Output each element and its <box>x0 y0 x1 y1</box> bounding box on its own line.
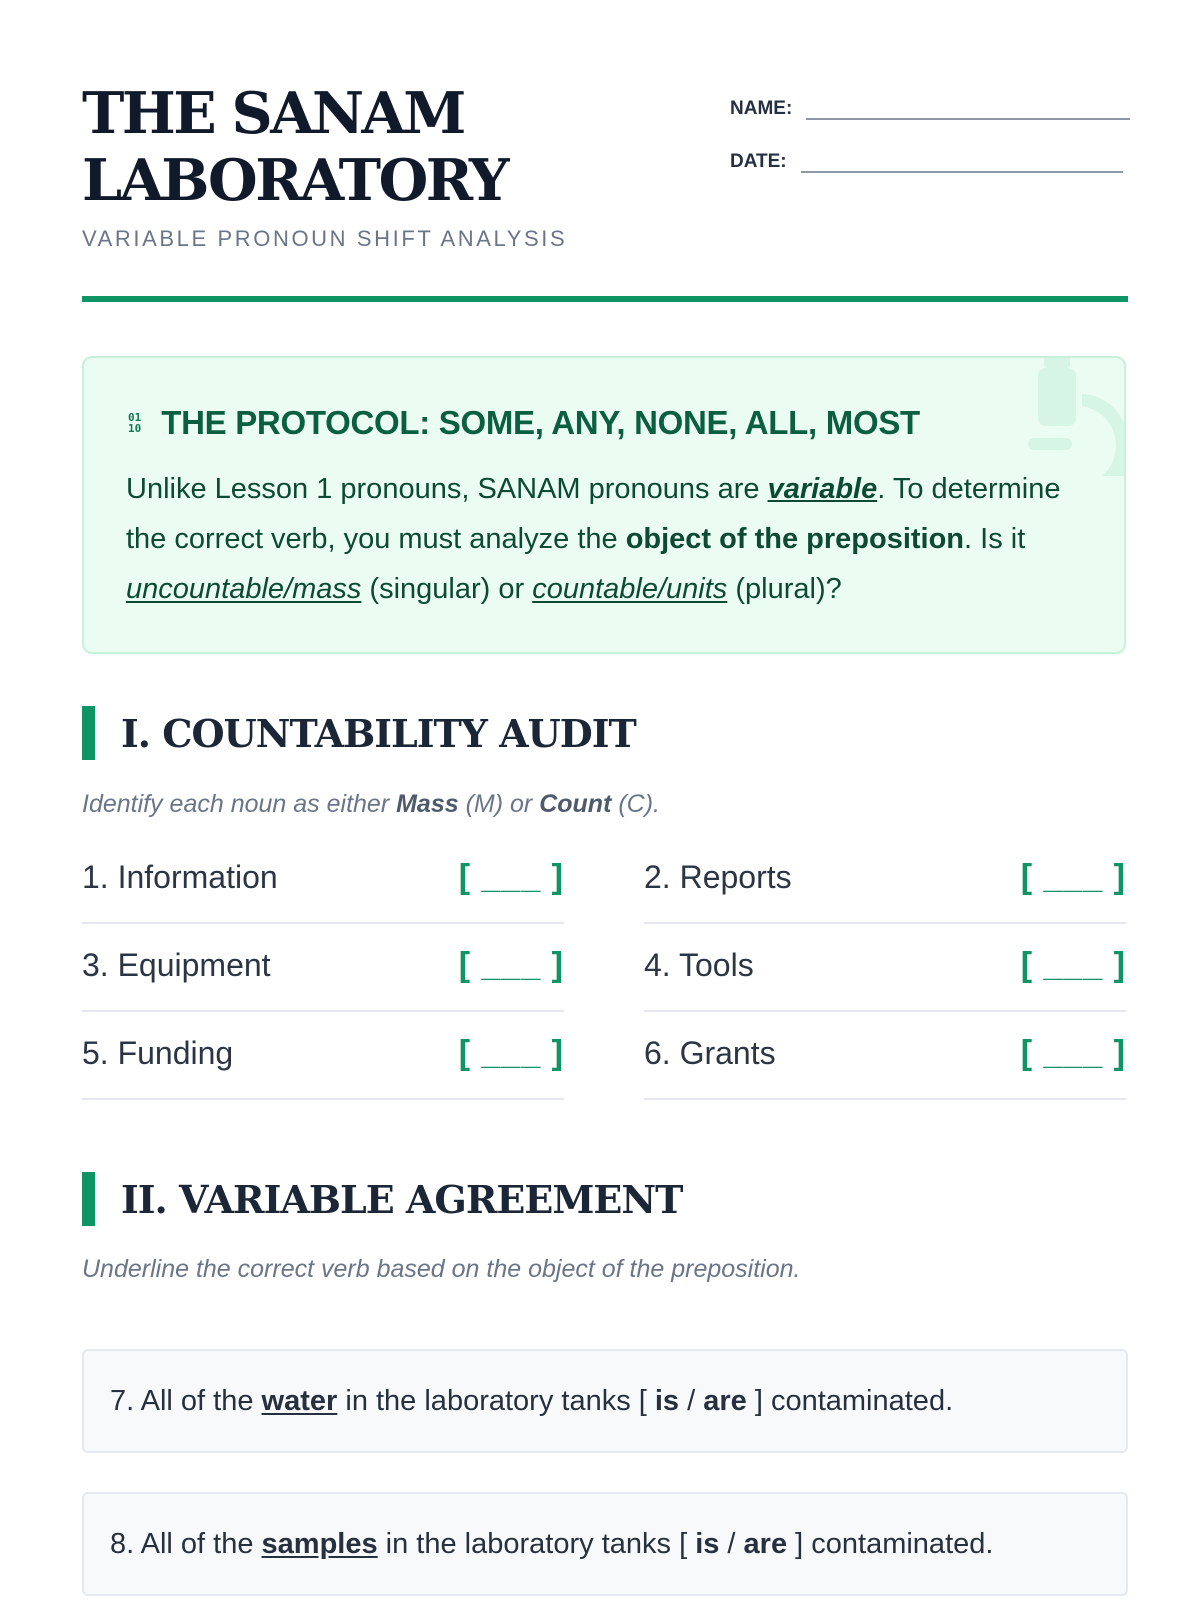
protocol-title: THE PROTOCOL: SOME, ANY, NONE, ALL, MOST <box>161 404 920 441</box>
section-title: I. COUNTABILITY AUDIT <box>121 710 636 756</box>
answer-blank[interactable]: [ ___ ] <box>1020 945 1126 984</box>
protocol-heading <box>128 404 920 442</box>
lab-subtitle: VARIABLE PRONOUN SHIFT ANALYSIS <box>82 226 568 251</box>
preposition-object: water <box>261 1384 338 1417</box>
date-blank-line[interactable] <box>801 141 1123 173</box>
audit-noun: 5. Funding <box>82 1034 234 1071</box>
lab-title: THE SANAM LABORATORY <box>82 80 508 214</box>
header-divider <box>82 296 1128 302</box>
section-accent-bar <box>82 1172 95 1226</box>
verb-option-is[interactable]: is <box>695 1527 720 1560</box>
audit-noun: 2. Reports <box>644 858 792 895</box>
term-mass: uncountable/mass <box>126 573 362 605</box>
section-countability-heading <box>82 706 636 760</box>
name-blank-line[interactable] <box>806 88 1130 120</box>
protocol-callout <box>82 356 1126 654</box>
section-title: II. VARIABLE AGREEMENT <box>121 1176 683 1222</box>
term-count: countable/units <box>532 573 728 605</box>
preposition-object: samples <box>261 1527 378 1560</box>
name-label: NAME: <box>730 98 793 119</box>
worksheet-header <box>82 0 1128 305</box>
worksheet-page <box>82 0 1128 1560</box>
section-countability-instructions: Identify each noun as either Mass (M) or Count (C). <box>82 790 661 818</box>
section-accent-bar <box>82 706 95 760</box>
verb-option-are[interactable]: are <box>743 1527 788 1560</box>
date-field-row <box>730 141 1123 173</box>
audit-noun: 4. Tools <box>644 946 754 983</box>
answer-blank[interactable]: [ ___ ] <box>458 1033 564 1072</box>
audit-item-2 <box>644 836 1126 924</box>
section-agreement-heading <box>82 1172 682 1226</box>
date-label: DATE: <box>730 151 787 172</box>
term-variable: variable <box>767 473 878 505</box>
verb-option-is[interactable]: is <box>654 1384 680 1417</box>
audit-noun: 3. Equipment <box>82 946 271 983</box>
audit-item-1 <box>82 836 564 924</box>
audit-item-6 <box>644 1012 1126 1100</box>
agreement-sentence-7: 7. All of the water in the laboratory tanks [ is / are ] contaminated. <box>82 1349 1128 1453</box>
section-agreement-instructions: Underline the correct verb based on the object of the preposition. <box>82 1255 801 1283</box>
name-field-row <box>730 88 1130 120</box>
audit-item-4 <box>644 924 1126 1012</box>
audit-noun: 6. Grants <box>644 1034 776 1071</box>
binary-icon: 01 10 <box>128 411 142 435</box>
verb-option-are[interactable]: are <box>703 1384 747 1417</box>
answer-blank[interactable]: [ ___ ] <box>458 857 564 896</box>
answer-blank[interactable]: [ ___ ] <box>1020 1033 1126 1072</box>
answer-blank[interactable]: [ ___ ] <box>458 945 564 984</box>
term-object-of-preposition: object of the preposition <box>625 523 965 555</box>
answer-blank[interactable]: [ ___ ] <box>1020 857 1126 896</box>
audit-item-3 <box>82 924 564 1012</box>
agreement-sentence-8: 8. All of the samples in the laboratory tanks [ is / are ] contaminated. <box>82 1492 1128 1596</box>
audit-noun: 1. Information <box>82 858 278 895</box>
audit-item-5 <box>82 1012 564 1100</box>
protocol-body: Unlike Lesson 1 pronouns, SANAM pronouns are variable. To determine the correct verb, you must analyze the object of the preposition. Is it uncountable/mass (singular) or countable/units (plural)? <box>126 473 1061 605</box>
